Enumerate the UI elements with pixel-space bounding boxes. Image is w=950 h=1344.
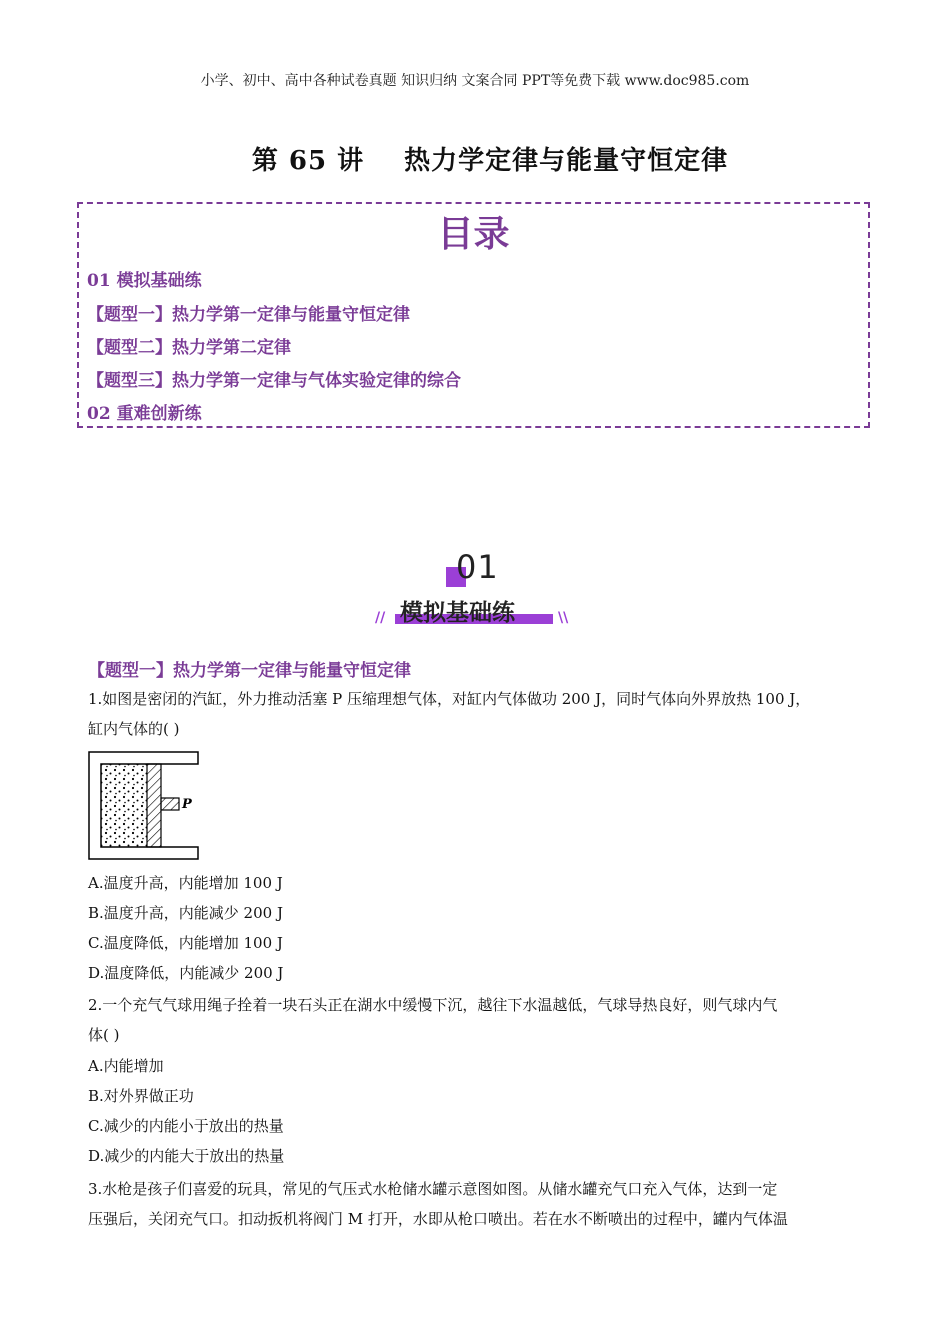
question-3 (88, 1174, 868, 1234)
option-b: B.对外界做正功 (88, 1087, 194, 1105)
page-title (0, 140, 950, 177)
option-a: A.内能增加 (88, 1057, 164, 1075)
toc-item[interactable]: 【题型二】热力学第二定律 (87, 338, 291, 358)
toc-item[interactable]: 【题型三】热力学第一定律与气体实验定律的综合 (87, 371, 461, 391)
question-2 (88, 990, 868, 1050)
question-line: 体( ) (88, 1026, 120, 1044)
option-c: C.温度降低，内能增加 100 J (88, 934, 283, 952)
option-d: D.减少的内能大于放出的热量 (88, 1147, 285, 1165)
question-line: 2.一个充气气球用绳子拴着一块石头正在湖水中缓慢下沉，越往下水温越低，气球导热良好，则气球内气 (88, 996, 778, 1014)
question-line: 1.如图是密闭的汽缸，外力推动活塞 P 压缩理想气体，对缸内气体做功 200 J，同时气体向外界放热 100 J， (88, 690, 811, 708)
cylinder-piston-figure (86, 750, 206, 862)
option-d: D.温度降低，内能减少 200 J (88, 964, 284, 982)
lecture-topic: 热力学定律与能量守恒定律 (404, 146, 729, 176)
toc-item[interactable]: 【题型一】热力学第一定律与能量守恒定律 (87, 305, 410, 325)
slash-decoration-left: // (375, 610, 386, 626)
question-line: 3.水枪是孩子们喜爱的玩具，常见的气压式水枪储水罐示意图如图。从储水罐充气口充入气体，达到一定 (88, 1180, 778, 1198)
slash-decoration-right: \\ (558, 610, 569, 626)
question-line: 压强后，关闭充气口。扣动扳机将阀门 M 打开，水即从枪口喷出。若在水不断喷出的过程中，罐内气体温 (88, 1210, 788, 1228)
option-c: C.减少的内能小于放出的热量 (88, 1117, 284, 1135)
question-1 (88, 684, 868, 744)
section-number: 01 (456, 548, 499, 586)
option-a: A.温度升高，内能增加 100 J (88, 874, 283, 892)
toc-item[interactable]: 01 模拟基础练 (87, 271, 202, 291)
section-title: 模拟基础练 (400, 600, 515, 626)
toc-heading: 目录 (437, 213, 510, 255)
toc-item[interactable]: 02 重难创新练 (87, 404, 202, 424)
option-b: B.温度升高，内能减少 200 J (88, 904, 283, 922)
table-of-contents (77, 202, 870, 428)
lecture-number: 第 65 讲 (251, 146, 365, 176)
piston-label: P (182, 797, 192, 812)
question-type-heading: 【题型一】热力学第一定律与能量守恒定律 (88, 661, 411, 681)
page-header: 小学、初中、高中各种试卷真题 知识归纳 文案合同 PPT等免费下载 www.doc985.com (200, 73, 750, 89)
question-line: 缸内气体的( ) (88, 720, 180, 738)
